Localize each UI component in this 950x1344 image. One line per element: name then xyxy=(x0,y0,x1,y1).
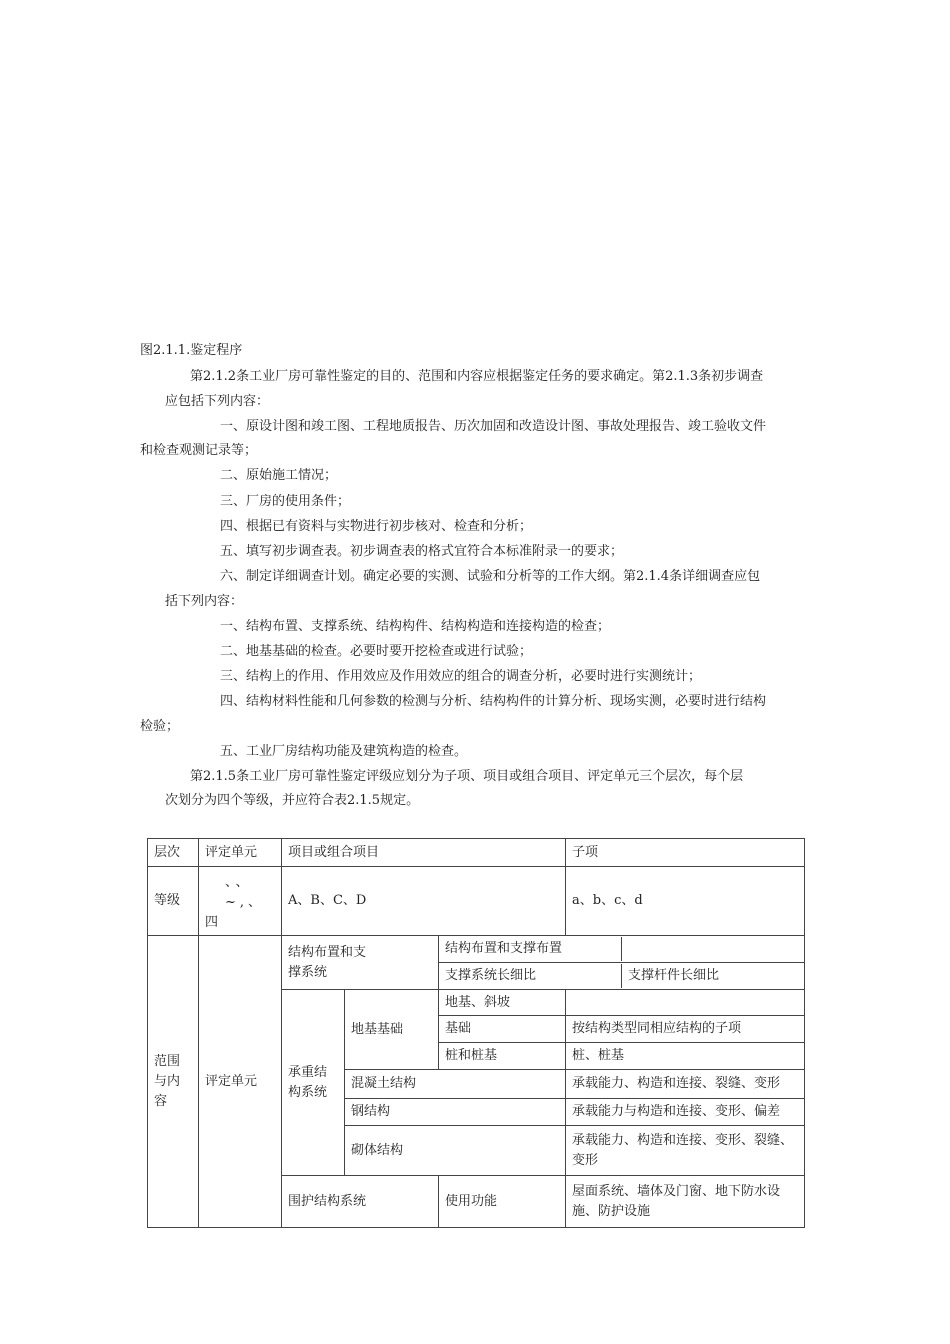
paragraph-line: 二、原始施工情况； xyxy=(220,468,338,483)
grade-project: A、B、C、D xyxy=(282,867,566,936)
table-header-row xyxy=(148,839,805,867)
layout-item: 结构布置和支撑布置 xyxy=(439,936,805,963)
enclosure-sub: 屋面系统、墙体及门窗、地下防水设施、防护设施 xyxy=(566,1176,805,1228)
paragraph-line: 五、工业厂房结构功能及建筑构造的检查。 xyxy=(220,744,468,759)
grade-unit-marks: 、、~,、 xyxy=(225,875,266,910)
grade-row xyxy=(148,867,805,936)
table-row xyxy=(148,936,805,963)
layout-group: 结构布置和支撑系统 xyxy=(282,936,439,990)
paragraph-line: 第2.1.5条工业厂房可靠性鉴定评级应划分为子项、项目或组合项目、评定单元三个层次，每个层 xyxy=(190,769,744,784)
grade-unit-marks-2: 四 xyxy=(205,915,219,930)
paragraph-line: 一、结构布置、支撑系统、结构构件、结构构造和连接构造的检查； xyxy=(220,619,611,634)
bearing-group: 承重结构系统 xyxy=(282,990,345,1176)
structure-sub: 承载能力与构造和连接、变形、偏差 xyxy=(566,1099,805,1126)
header-subitem: 子项 xyxy=(566,839,805,867)
header-level: 层次 xyxy=(148,839,199,867)
paragraph-line: 五、填写初步调查表。初步调查表的格式宜符合本标准附录一的要求； xyxy=(220,544,624,559)
paragraph-line: 应包括下列内容： xyxy=(165,394,270,409)
foundation-group: 地基基础 xyxy=(345,990,439,1070)
foundation-item: 地基、斜坡 xyxy=(439,990,566,1016)
paragraph-line: 和检查观测记录等； xyxy=(140,443,258,458)
paragraph-line: 六、制定详细调查计划。确定必要的实测、试验和分析等的工作大纲。第2.1.4条详细调查应包 xyxy=(220,569,761,584)
structure-item: 混凝土结构 xyxy=(345,1070,566,1099)
header-unit: 评定单元 xyxy=(199,839,282,867)
enclosure-item: 使用功能 xyxy=(439,1176,566,1228)
paragraph-line: 括下列内容： xyxy=(165,594,244,609)
enclosure-group: 围护结构系统 xyxy=(282,1176,439,1228)
header-project: 项目或组合项目 xyxy=(282,839,566,867)
paragraph-line: 四、结构材料性能和几何参数的检测与分析、结构构件的计算分析、现场实测，必要时进行结构 xyxy=(220,694,767,709)
paragraph-line: 二、地基基础的检查。必要时要开挖检查或进行试验； xyxy=(220,644,533,659)
scope-label: 范围与内容 xyxy=(148,936,199,1228)
paragraph-line: 四、根据已有资料与实物进行初步核对、检查和分析； xyxy=(220,519,533,534)
paragraph-line: 三、结构上的作用、作用效应及作用效应的组合的调查分析，必要时进行实测统计； xyxy=(220,669,702,684)
figure-caption: 图2.1.1.鉴定程序 xyxy=(140,343,243,358)
grading-table xyxy=(147,838,805,1228)
paragraph-line: 三、厂房的使用条件； xyxy=(220,494,351,509)
foundation-item: 基础 xyxy=(439,1016,566,1043)
structure-item: 钢结构 xyxy=(345,1099,566,1126)
paragraph-line: 次划分为四个等级，并应符合表2.1.5规定。 xyxy=(165,793,420,808)
foundation-item: 桩和桩基 xyxy=(439,1043,566,1070)
paragraph-line: 一、原设计图和竣工图、工程地质报告、历次加固和改造设计图、事故处理报告、竣工验收文件 xyxy=(220,419,767,434)
paragraph-line: 第2.1.2条工业厂房可靠性鉴定的目的、范围和内容应根据鉴定任务的要求确定。第2.1.3条初步调查 xyxy=(190,369,764,384)
foundation-sub: 按结构类型同相应结构的子项 xyxy=(566,1016,805,1043)
grade-subitem: a、b、c、d xyxy=(566,867,805,936)
structure-item: 砌体结构 xyxy=(345,1126,566,1176)
grade-label: 等级 xyxy=(148,867,199,936)
layout-item: 支撑系统长细比 支撑杆件长细比 xyxy=(439,963,805,990)
paragraph-line: 检验； xyxy=(140,719,180,734)
structure-sub: 承载能力、构造和连接、裂缝、变形 xyxy=(566,1070,805,1099)
structure-sub: 承载能力、构造和连接、变形、裂缝、变形 xyxy=(566,1126,805,1176)
unit-label: 评定单元 xyxy=(199,936,282,1228)
foundation-sub: 桩、桩基 xyxy=(566,1043,805,1070)
grade-unit-cell xyxy=(199,867,282,936)
foundation-sub xyxy=(566,990,805,1016)
